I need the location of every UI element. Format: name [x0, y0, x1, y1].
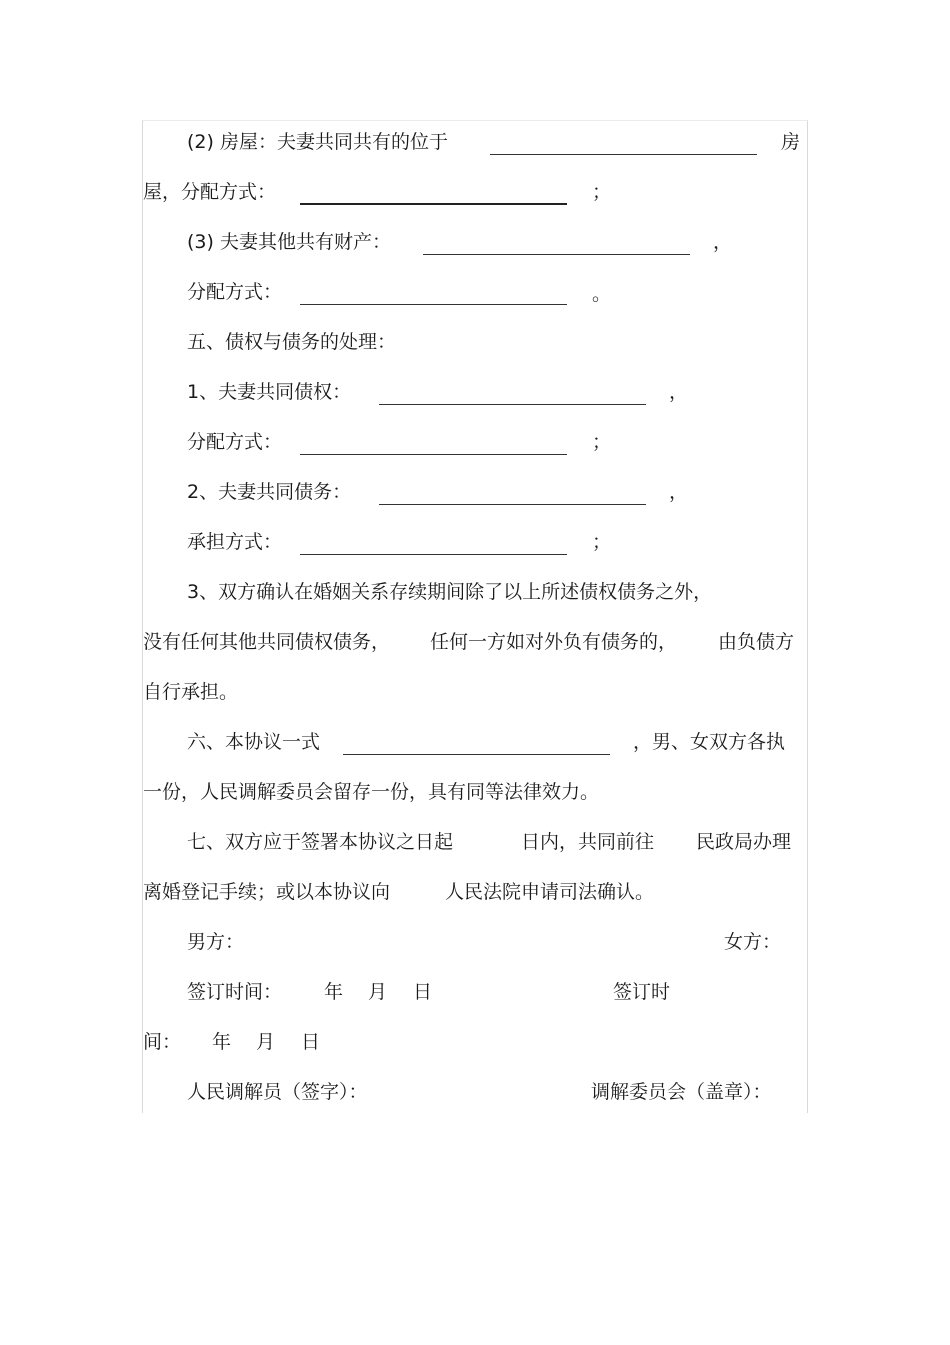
house-clause-text: (2) 房屋：夫妻共同共有的位于 — [187, 131, 448, 153]
debt-bearing-blank[interactable] — [300, 554, 567, 555]
house-distribution-blank[interactable] — [300, 203, 567, 205]
credit-distribution-blank[interactable] — [300, 454, 567, 455]
sign-date-year: 年 — [324, 981, 344, 1003]
section-six-line2: 一份，人民调解委员会留存一份，具有同等法律效力。 — [143, 781, 600, 803]
page-frame — [142, 120, 808, 1113]
credit-distribution-label: 分配方式： — [187, 431, 283, 453]
other-property-distribution-blank[interactable] — [300, 304, 567, 305]
comma-text: ， — [669, 481, 689, 503]
sign-date-2-month: 月 — [256, 1031, 276, 1053]
other-property-blank[interactable] — [423, 254, 690, 255]
clause-three-line2b: 任何一方如对外负有债务的， — [430, 631, 678, 653]
clause-three-line2c: 由负债方 — [718, 631, 795, 653]
section-seven-text: 七、双方应于签署本协议之日起 — [187, 831, 454, 853]
semicolon-text: ； — [592, 431, 612, 453]
clause-three-line1: 3、双方确认在婚姻关系存续期间除了以上所述债权债务之外， — [187, 581, 713, 603]
comma-text: ， — [713, 231, 733, 253]
sign-date-2-day: 日 — [301, 1031, 321, 1053]
debt-bearing-label: 承担方式： — [187, 531, 283, 553]
copies-count-blank[interactable] — [343, 754, 610, 755]
house-suffix-text: 房 — [781, 131, 801, 153]
section-seven-line2b: 人民法院申请司法确认。 — [445, 881, 655, 903]
committee-seal-label: 调解委员会（盖章）： — [591, 1081, 772, 1103]
mediator-signature-label: 人民调解员（签字）： — [187, 1081, 368, 1103]
sign-date-label-2: 签订时 — [613, 981, 671, 1003]
section-seven-line2a: 离婚登记手续；或以本协议向 — [143, 881, 391, 903]
sign-date-day: 日 — [413, 981, 433, 1003]
joint-debt-blank[interactable] — [379, 504, 646, 505]
section-seven-bureau-text: 民政局办理 — [696, 831, 792, 853]
period-text: 。 — [592, 283, 612, 305]
other-property-distribution-label: 分配方式： — [187, 281, 283, 303]
clause-three-line3: 自行承担。 — [143, 681, 239, 703]
section-six-text: 六、本协议一式 — [187, 731, 321, 753]
female-party-label: 女方： — [724, 931, 782, 953]
clause-three-line2a: 没有任何其他共同债权债务， — [143, 631, 391, 653]
joint-debt-label: 2、夫妻共同债务： — [187, 481, 352, 503]
section-five-heading: 五、债权与债务的处理： — [187, 331, 397, 353]
other-property-label: (3) 夫妻其他共有财产： — [187, 231, 391, 253]
sign-date-2-year: 年 — [212, 1031, 232, 1053]
section-seven-days-text: 日内，共同前往 — [521, 831, 655, 853]
semicolon-text: ； — [592, 181, 612, 203]
male-party-label: 男方： — [187, 931, 245, 953]
comma-text: ， — [669, 381, 689, 403]
section-six-text-cont: ，男、女双方各执 — [633, 731, 786, 753]
sign-date-label: 签订时间： — [187, 981, 283, 1003]
semicolon-text: ； — [592, 531, 612, 553]
sign-date-label-2-cont: 间： — [143, 1031, 182, 1053]
house-location-blank[interactable] — [490, 154, 757, 155]
sign-date-month: 月 — [368, 981, 388, 1003]
house-distribution-label: 屋，分配方式： — [143, 181, 277, 203]
joint-credit-label: 1、夫妻共同债权： — [187, 381, 352, 403]
joint-credit-blank[interactable] — [379, 404, 646, 405]
